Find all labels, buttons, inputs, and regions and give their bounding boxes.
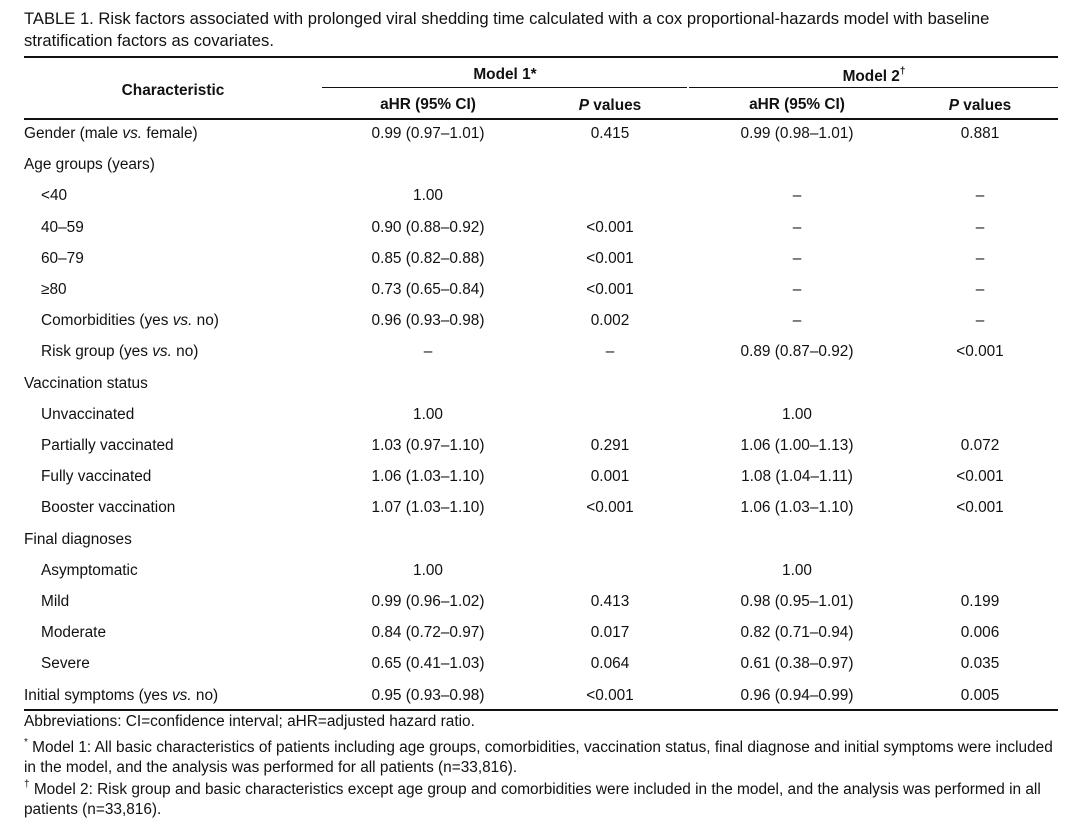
- row-label: [24, 125, 198, 143]
- row-label-text: ≥80: [41, 281, 67, 298]
- row-label-text: Booster vaccination: [41, 499, 176, 516]
- model2-ahr-cell: 1.00: [782, 562, 812, 579]
- row-label: [24, 531, 132, 549]
- model1-p-cell: –: [605, 343, 615, 360]
- row-label-text: Gender (male: [24, 125, 123, 142]
- model2-p-cell: 0.072: [960, 437, 1000, 454]
- row-label-end: no): [171, 343, 199, 360]
- row-label-vs: vs.: [172, 312, 193, 329]
- footnote-model2: [24, 775, 1060, 820]
- row-label-vs: vs.: [122, 125, 143, 142]
- row-label: [41, 468, 151, 486]
- row-label: [41, 499, 175, 517]
- model2-p-cell: –: [975, 281, 985, 298]
- footnote-model1-mark: *: [24, 737, 28, 748]
- model1-p-cell: <0.001: [586, 687, 634, 704]
- top-rule: [24, 56, 1058, 58]
- model2-ahr-cell: –: [792, 281, 802, 298]
- row-label-end: no): [191, 687, 219, 704]
- header-model1-p-rest: values: [589, 97, 642, 114]
- row-label: [41, 187, 67, 205]
- model1-ahr-cell: 0.99 (0.97–1.01): [371, 125, 485, 142]
- header-model1: Model 1*: [473, 66, 537, 83]
- row-label-text: Comorbidities (yes: [41, 312, 173, 329]
- footnote-model2-mark: †: [24, 779, 30, 790]
- model2-p-cell: –: [975, 250, 985, 267]
- model2-p-cell: 0.006: [960, 624, 1000, 641]
- row-label: [41, 281, 67, 299]
- model2-ahr-cell: –: [792, 187, 802, 204]
- model1-p-cell: <0.001: [586, 250, 634, 267]
- row-label-text: Moderate: [41, 624, 107, 641]
- row-label: [41, 655, 90, 673]
- model2-ahr-cell: –: [792, 312, 802, 329]
- row-label: [24, 375, 148, 393]
- model2-p-cell: 0.881: [960, 125, 1000, 142]
- model2-ahr-cell: –: [792, 250, 802, 267]
- row-label-text: Vaccination status: [24, 375, 148, 392]
- footnote-model1-text: Model 1: All basic characteristics of patients including age groups, comorbidities, vaccination status, final diagnose and initial symptoms were included in the model, and the analysis was performed for all patients (n=33,816).: [24, 739, 1053, 776]
- row-label: [41, 624, 106, 642]
- model2-ahr-cell: 0.61 (0.38–0.97): [740, 655, 854, 672]
- header-model1-p: [579, 97, 641, 115]
- header-characteristic: Characteristic: [121, 82, 225, 99]
- model1-ahr-cell: 0.65 (0.41–1.03): [371, 655, 485, 672]
- model2-ahr-cell: 0.89 (0.87–0.92): [740, 343, 854, 360]
- header-model2-mark: †: [899, 66, 906, 77]
- row-label-text: Final diagnoses: [24, 531, 132, 548]
- header-model1-p-italic: P: [578, 97, 590, 114]
- model1-p-cell: <0.001: [586, 219, 634, 236]
- header-model2: [843, 66, 906, 86]
- row-label-text: Age groups (years): [24, 156, 155, 173]
- model1-p-cell: 0.017: [590, 624, 630, 641]
- model2-ahr-cell: 1.06 (1.00–1.13): [740, 437, 854, 454]
- model2-ahr-cell: 0.82 (0.71–0.94): [740, 624, 854, 641]
- model1-ahr-cell: 0.90 (0.88–0.92): [371, 219, 485, 236]
- row-label-vs: vs.: [171, 687, 192, 704]
- row-label: [41, 593, 69, 611]
- row-label: [41, 312, 219, 330]
- model2-p-cell: 0.005: [960, 687, 1000, 704]
- model2-ahr-cell: 1.08 (1.04–1.11): [741, 468, 853, 485]
- row-label-text: Fully vaccinated: [41, 468, 152, 485]
- model2-ahr-cell: 1.00: [782, 406, 812, 423]
- model2-ahr-cell: –: [792, 219, 802, 236]
- model1-ahr-cell: 1.03 (0.97–1.10): [371, 437, 485, 454]
- row-label: [41, 343, 198, 361]
- model1-ahr-cell: 0.95 (0.93–0.98): [371, 687, 485, 704]
- model2-ahr-cell: 0.98 (0.95–1.01): [740, 593, 854, 610]
- model2-p-cell: <0.001: [956, 499, 1004, 516]
- model1-ahr-cell: 1.06 (1.03–1.10): [371, 468, 485, 485]
- row-label: [24, 687, 218, 705]
- row-label: [41, 562, 138, 580]
- header-bottom-rule: [24, 118, 1058, 120]
- model1-ahr-cell: 0.96 (0.93–0.98): [371, 312, 485, 329]
- model2-p-cell: <0.001: [956, 343, 1004, 360]
- row-label-text: Partially vaccinated: [41, 437, 174, 454]
- header-model1-ahr: aHR (95% CI): [380, 96, 476, 113]
- row-label-end: no): [192, 312, 219, 329]
- row-label: [41, 219, 84, 237]
- model1-p-cell: 0.291: [590, 437, 630, 454]
- header-model2-label: Model 2: [842, 68, 900, 85]
- footnote-abbreviations: Abbreviations: CI=confidence interval; aHR=adjusted hazard ratio.: [24, 713, 475, 730]
- model2-p-cell: –: [975, 219, 985, 236]
- header-model2-p: [949, 97, 1011, 115]
- model2-ahr-cell: 0.96 (0.94–0.99): [740, 687, 854, 704]
- model1-ahr-cell: 1.00: [413, 562, 443, 579]
- row-label: [41, 406, 134, 424]
- model1-ahr-cell: 0.99 (0.96–1.02): [371, 593, 485, 610]
- row-label-text: Severe: [41, 655, 90, 672]
- row-label-text: Initial symptoms (yes: [24, 687, 172, 704]
- model1-p-cell: 0.002: [590, 312, 630, 329]
- model1-ahr-cell: 0.85 (0.82–0.88): [371, 250, 485, 267]
- footnote-model2-text: Model 2: Risk group and basic characteristics except age group and comorbidities were included in the model, and the analysis was performed in all patients (n=33,816).: [24, 781, 1041, 818]
- model1-subrule: [322, 87, 687, 88]
- model1-p-cell: 0.415: [590, 125, 630, 142]
- row-label-text: Risk group (yes: [41, 343, 153, 360]
- model2-ahr-cell: 1.06 (1.03–1.10): [740, 499, 854, 516]
- row-label: [41, 437, 174, 455]
- model1-ahr-cell: 1.00: [413, 187, 443, 204]
- model2-ahr-cell: 0.99 (0.98–1.01): [740, 125, 854, 142]
- model1-ahr-cell: 1.07 (1.03–1.10): [371, 499, 485, 516]
- model1-ahr-cell: 0.84 (0.72–0.97): [371, 624, 485, 641]
- row-label-text: Mild: [41, 593, 70, 610]
- row-label-text: Unvaccinated: [41, 406, 135, 423]
- model2-p-cell: 0.199: [960, 593, 1000, 610]
- row-label-text: Asymptomatic: [41, 562, 138, 579]
- model2-p-cell: <0.001: [956, 468, 1004, 485]
- model1-ahr-cell: –: [423, 343, 433, 360]
- row-label-vs: vs.: [152, 343, 172, 360]
- model1-p-cell: 0.001: [590, 468, 630, 485]
- model2-subrule: [689, 87, 1058, 88]
- model2-p-cell: –: [975, 312, 985, 329]
- header-model2-ahr: aHR (95% CI): [749, 96, 845, 113]
- row-label-text: <40: [41, 187, 68, 204]
- footnote-model1: [24, 733, 1060, 778]
- model1-p-cell: <0.001: [586, 281, 634, 298]
- model1-ahr-cell: 1.00: [413, 406, 443, 423]
- model1-p-cell: 0.413: [590, 593, 630, 610]
- row-label: [24, 156, 155, 174]
- row-label-end: female): [142, 125, 198, 142]
- header-model2-p-rest: values: [959, 97, 1012, 114]
- model2-p-cell: 0.035: [960, 655, 1000, 672]
- model1-p-cell: <0.001: [586, 499, 634, 516]
- row-label-text: 40–59: [41, 219, 84, 236]
- bottom-rule: [24, 709, 1058, 711]
- header-model2-p-italic: P: [948, 97, 960, 114]
- model1-ahr-cell: 0.73 (0.65–0.84): [371, 281, 485, 298]
- row-label-text: 60–79: [41, 250, 84, 267]
- table-caption: TABLE 1. Risk factors associated with prolonged viral shedding time calculated with a cox proportional-hazards model with baseline stratification factors as covariates.: [24, 9, 990, 50]
- row-label: [41, 250, 84, 268]
- model2-p-cell: –: [975, 187, 985, 204]
- model1-p-cell: 0.064: [590, 655, 630, 672]
